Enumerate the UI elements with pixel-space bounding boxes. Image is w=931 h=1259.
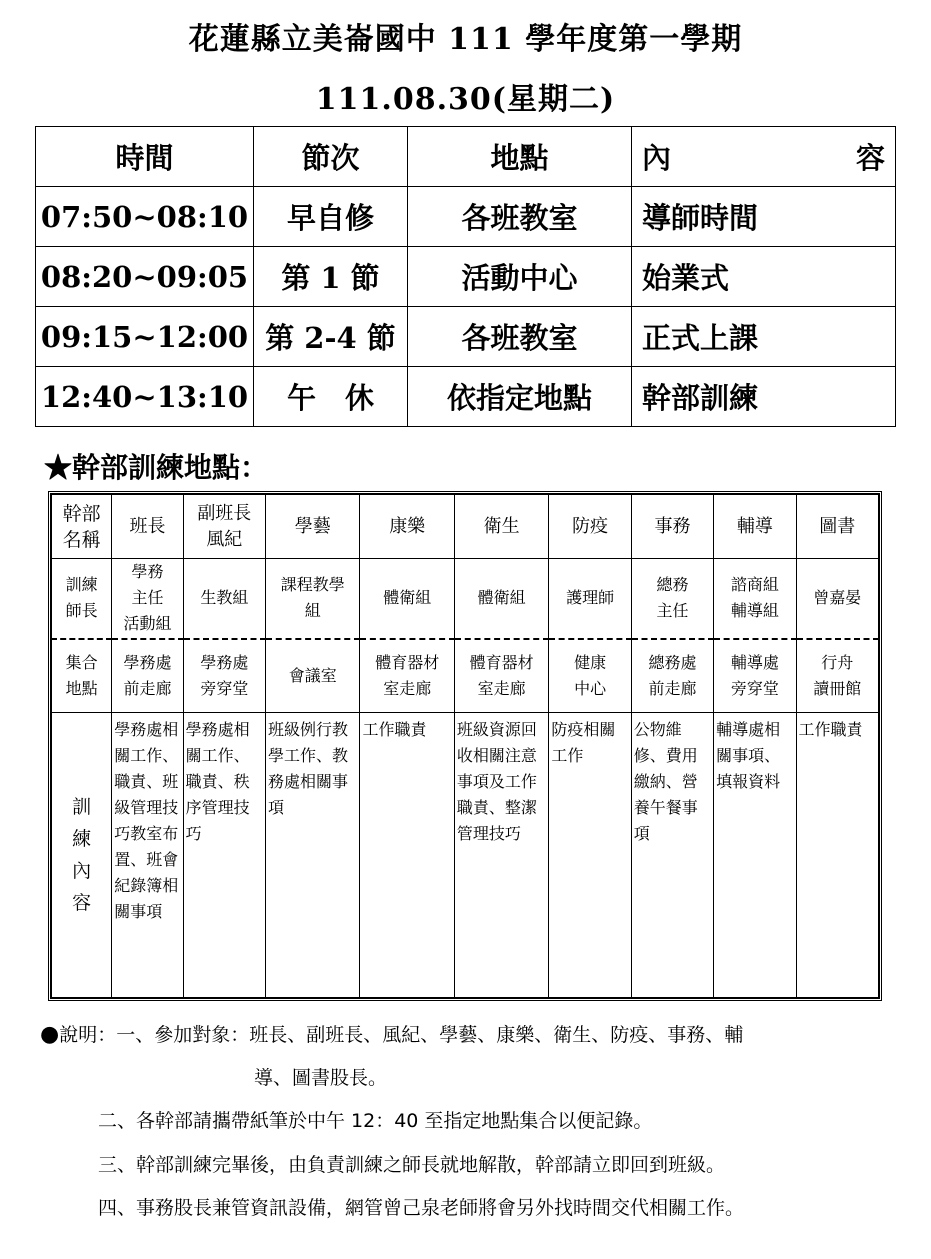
cadre-place: 行舟 讀冊館 bbox=[796, 639, 878, 713]
cadre-teacher: 學務 主任 活動組 bbox=[112, 559, 183, 639]
cadre-name: 事務 bbox=[631, 495, 713, 559]
note-text: 說明：一、參加對象：班長、副班長、風紀、學藝、康樂、衛生、防疫、事務、輔 bbox=[59, 1024, 744, 1046]
note-line-1 bbox=[40, 1020, 743, 1047]
cadre-content: 輔導處相關事項、填報資料 bbox=[714, 713, 796, 998]
schedule-row bbox=[36, 307, 896, 367]
note-line-1-continued: 導、圖書股長。 bbox=[254, 1067, 388, 1089]
cadre-place: 輔導處 旁穿堂 bbox=[714, 639, 796, 713]
cadre-row-names bbox=[52, 495, 879, 559]
cadre-place: 體育器材 室走廊 bbox=[360, 639, 454, 713]
cadre-content: 工作職責 bbox=[360, 713, 454, 998]
row-place: 各班教室 bbox=[408, 307, 632, 367]
cadre-teacher: 護理師 bbox=[549, 559, 631, 639]
cadre-teacher: 課程教學 組 bbox=[266, 559, 360, 639]
cadre-teacher: 曾嘉晏 bbox=[796, 559, 878, 639]
row-label-line: 訓 bbox=[72, 796, 92, 818]
cadre-row-places bbox=[52, 639, 879, 713]
row-period: 早自修 bbox=[254, 187, 408, 247]
schedule-header-row bbox=[36, 127, 896, 187]
row-label-line: 地點 bbox=[65, 678, 98, 698]
row-label-line: 訓練 bbox=[65, 575, 98, 595]
cadre-place: 健康 中心 bbox=[549, 639, 631, 713]
row-content: 始業式 bbox=[632, 247, 896, 307]
cadre-teacher: 生教組 bbox=[183, 559, 265, 639]
row-label-line: 集合 bbox=[65, 652, 98, 672]
note-line-4: 四、事務股長兼管資訊設備，網管曾己泉老師將會另外找時間交代相關工作。 bbox=[98, 1197, 745, 1219]
cadre-teacher: 總務 主任 bbox=[631, 559, 713, 639]
header-content-right: 容 bbox=[855, 141, 885, 175]
row-place: 依指定地點 bbox=[408, 367, 632, 427]
cadre-name: 學藝 bbox=[266, 495, 360, 559]
cadre-place: 會議室 bbox=[266, 639, 360, 713]
row-period: 午 休 bbox=[254, 367, 408, 427]
cadre-content: 公物維修、費用繳納、營養午餐事項 bbox=[631, 713, 713, 998]
cadre-heading: ★幹部訓練地點： bbox=[44, 451, 269, 484]
row-label-line: 幹部 bbox=[62, 502, 101, 525]
header-content-left: 內 bbox=[642, 141, 672, 175]
cadre-content: 班級資源回收相關注意事項及工作職責、整潔管理技巧 bbox=[454, 713, 548, 998]
schedule-row bbox=[36, 187, 896, 247]
row-place: 各班教室 bbox=[408, 187, 632, 247]
cadre-content: 學務處相關工作、職責、班級管理技巧教室布置、班會紀錄簿相關事項 bbox=[112, 713, 183, 998]
schedule-row bbox=[36, 367, 896, 427]
row-content: 正式上課 bbox=[632, 307, 896, 367]
document-title: 花蓮縣立美崙國中 111 學年度第一學期 bbox=[188, 22, 743, 57]
row-label-names bbox=[52, 495, 112, 559]
row-label-content bbox=[52, 713, 112, 998]
row-place: 活動中心 bbox=[408, 247, 632, 307]
cadre-teacher: 體衛組 bbox=[360, 559, 454, 639]
row-label-line: 容 bbox=[72, 892, 92, 914]
schedule-row bbox=[36, 247, 896, 307]
header-content bbox=[632, 127, 896, 187]
cadre-content: 工作職責 bbox=[796, 713, 878, 998]
cadre-place: 學務處 旁穿堂 bbox=[183, 639, 265, 713]
cadre-content: 班級例行教學工作、教務處相關事項 bbox=[266, 713, 360, 998]
header-period: 節次 bbox=[254, 127, 408, 187]
row-content: 幹部訓練 bbox=[632, 367, 896, 427]
row-time: 08:20~09:05 bbox=[36, 247, 254, 307]
row-label-line: 師長 bbox=[65, 601, 98, 621]
cadre-table bbox=[51, 494, 879, 998]
note-line-2: 二、各幹部請攜帶紙筆於中午 12：40 至指定地點集合以便記錄。 bbox=[98, 1110, 653, 1132]
row-time: 09:15~12:00 bbox=[36, 307, 254, 367]
cadre-row-content bbox=[52, 713, 879, 998]
schedule-table bbox=[35, 126, 896, 427]
note-line-3: 三、幹部訓練完畢後，由負責訓練之師長就地解散，幹部請立即回到班級。 bbox=[98, 1154, 726, 1176]
cadre-content: 防疫相關工作 bbox=[549, 713, 631, 998]
cadre-name: 防疫 bbox=[549, 495, 631, 559]
cadre-name: 班長 bbox=[112, 495, 183, 559]
cadre-row-teachers bbox=[52, 559, 879, 639]
bullet-icon: ● bbox=[40, 1022, 60, 1047]
document-date: 111.08.30(星期二) bbox=[315, 82, 616, 117]
cadre-name: 輔導 bbox=[714, 495, 796, 559]
row-label-places bbox=[52, 639, 112, 713]
header-time: 時間 bbox=[36, 127, 254, 187]
row-label-teachers bbox=[52, 559, 112, 639]
cadre-name: 康樂 bbox=[360, 495, 454, 559]
cadre-content: 學務處相關工作、職責、秩序管理技巧 bbox=[183, 713, 265, 998]
cadre-name: 衛生 bbox=[454, 495, 548, 559]
cadre-table-frame bbox=[48, 491, 882, 1001]
row-period: 第 2-4 節 bbox=[254, 307, 408, 367]
cadre-place: 體育器材 室走廊 bbox=[454, 639, 548, 713]
row-label-line: 內 bbox=[72, 860, 92, 882]
header-place: 地點 bbox=[408, 127, 632, 187]
cadre-teacher: 諮商組 輔導組 bbox=[714, 559, 796, 639]
cadre-name: 副班長 風紀 bbox=[183, 495, 265, 559]
row-label-line: 名稱 bbox=[62, 528, 101, 551]
cadre-place: 總務處 前走廊 bbox=[631, 639, 713, 713]
row-time: 07:50~08:10 bbox=[36, 187, 254, 247]
cadre-place: 學務處 前走廊 bbox=[112, 639, 183, 713]
row-label-line: 練 bbox=[72, 828, 92, 850]
row-period: 第 1 節 bbox=[254, 247, 408, 307]
row-time: 12:40~13:10 bbox=[36, 367, 254, 427]
cadre-name: 圖書 bbox=[796, 495, 878, 559]
cadre-teacher: 體衛組 bbox=[454, 559, 548, 639]
row-content: 導師時間 bbox=[632, 187, 896, 247]
